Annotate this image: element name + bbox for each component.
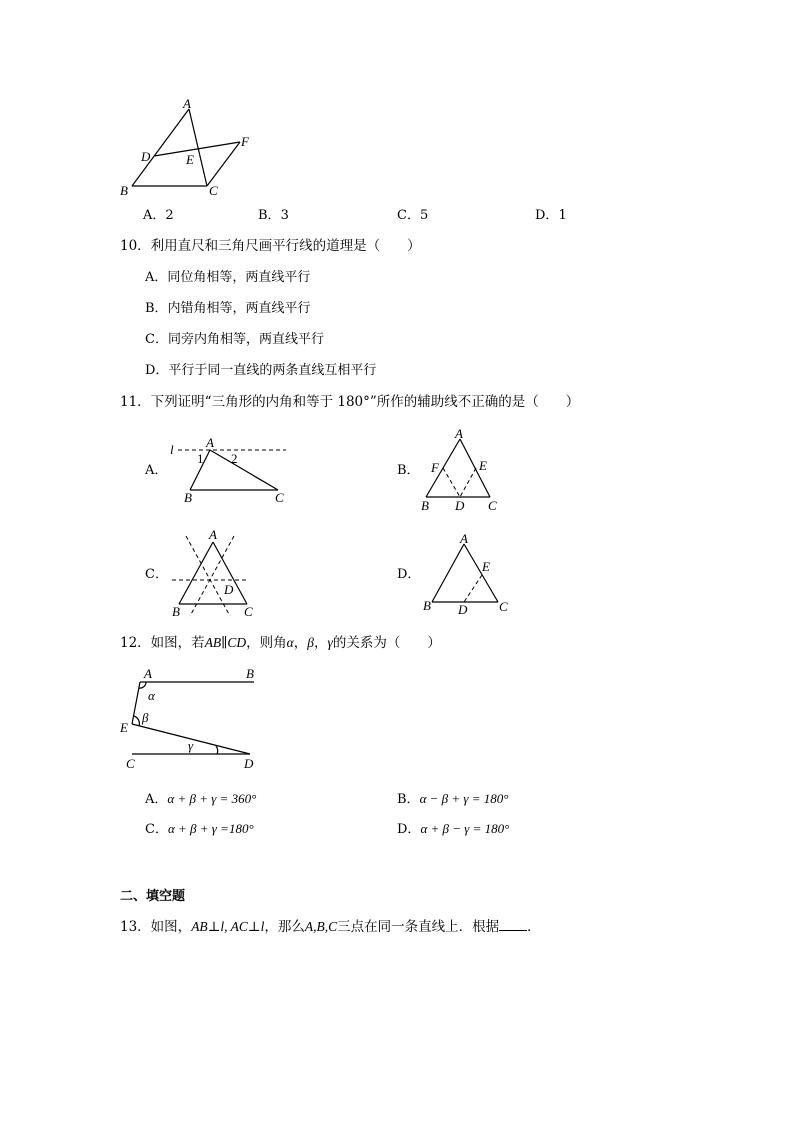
q10-option-a[interactable]: A．同位角相等，两直线平行 xyxy=(145,270,311,285)
q11a-label-c: C xyxy=(275,490,284,505)
q12-figure xyxy=(112,664,272,776)
q10-option-b[interactable]: B．内错角相等，两直线平行 xyxy=(145,301,311,316)
q12-label-alpha: α xyxy=(148,688,155,703)
q11-figure-b xyxy=(418,425,508,517)
q12-angle-arc-gamma xyxy=(216,746,218,754)
q11c-segment-ab xyxy=(179,542,213,604)
q12-label-beta: β xyxy=(142,710,149,725)
q11c-label-b: B xyxy=(172,604,180,619)
q12-option-b[interactable]: B．α − β + γ = 180° xyxy=(397,791,509,807)
q11b-label-a: A xyxy=(455,426,463,441)
q11-stem: 11．下列证明“三角形的内角和等于 180°”所作的辅助线不正确的是（ ） xyxy=(120,394,580,410)
q9-label-a: A xyxy=(183,96,191,111)
q9-label-e: E xyxy=(186,152,194,167)
q11b-dash-de xyxy=(460,468,476,497)
q11a-label-a: A xyxy=(206,435,214,450)
q11b-label-c: C xyxy=(488,498,497,513)
q9-option-a[interactable]: A．2 xyxy=(143,208,174,223)
q11d-label-d: D xyxy=(458,602,468,617)
q12-option-c[interactable]: C．α + β + γ =180° xyxy=(145,821,254,837)
q11d-segment-ac xyxy=(464,544,498,602)
q11b-label-d: D xyxy=(455,498,465,513)
q12-stem: 12．如图，若AB∥CD，则角α，β，γ的关系为（ ） xyxy=(120,635,441,651)
q11b-label-e: E xyxy=(479,458,487,473)
q12-label-b: B xyxy=(246,666,254,681)
q11a-segment-ac xyxy=(210,450,278,490)
q10-stem: 10．利用直尺和三角尺画平行线的道理是（ ） xyxy=(120,238,421,254)
q12-option-a[interactable]: A．α + β + γ = 360° xyxy=(145,791,257,807)
q9-label-f: F xyxy=(241,134,249,149)
q11d-label-b: B xyxy=(423,598,431,613)
q12-label-c: C xyxy=(126,756,135,771)
q11d-dash-de xyxy=(464,575,482,602)
q11b-label-b: B xyxy=(421,498,429,513)
q13-answer-blank[interactable] xyxy=(499,918,527,931)
q9-option-c[interactable]: C．5 xyxy=(397,208,429,223)
q11c-label-a: A xyxy=(209,527,217,542)
q12-label-a: A xyxy=(144,666,152,681)
q11d-label-a: A xyxy=(460,531,468,546)
q9-figure xyxy=(110,92,270,204)
q9-label-d: D xyxy=(141,149,151,164)
section-title-fill-in: 二、填空题 xyxy=(120,889,186,904)
q11-figure-c xyxy=(166,526,266,622)
q10-option-c[interactable]: C．同旁内角相等，两直线平行 xyxy=(145,332,324,347)
q9-label-c: C xyxy=(209,183,218,198)
q11-figure-d xyxy=(420,530,520,620)
q11c-label-c: C xyxy=(244,604,253,619)
q12-label-gamma: γ xyxy=(188,738,194,753)
q12-label-d: D xyxy=(244,756,254,771)
q9-segment-fc xyxy=(207,142,240,186)
q11b-label-f: F xyxy=(431,460,439,475)
q11d-label-c: C xyxy=(499,599,508,614)
q11-option-d-letter[interactable]: D． xyxy=(397,567,421,582)
q9-option-b[interactable]: B．3 xyxy=(258,208,289,223)
q9-segment-ab xyxy=(132,109,189,186)
q12-label-e: E xyxy=(120,720,128,735)
q11-option-b-letter[interactable]: B． xyxy=(397,463,420,478)
q11a-label-1: 1 xyxy=(197,451,204,466)
q13-stem: 13．如图，AB⊥l, AC⊥l，那么A,B,C三点在同一条直线上．根据 ． xyxy=(120,919,541,935)
q11-figure-a xyxy=(168,430,298,510)
q11a-label-2: 2 xyxy=(231,451,238,466)
q11-option-a-letter[interactable]: A． xyxy=(145,463,168,478)
q11d-label-e: E xyxy=(482,559,490,574)
q11-option-c-letter[interactable]: C． xyxy=(145,567,168,582)
q11c-label-d: D xyxy=(224,582,234,597)
q11a-label-b: B xyxy=(184,490,192,505)
q11a-label-l: l xyxy=(170,442,174,457)
q9-label-b: B xyxy=(120,183,128,198)
q10-option-d[interactable]: D．平行于同一直线的两条直线互相平行 xyxy=(145,363,377,378)
q11b-dash-df xyxy=(443,468,460,497)
q12-option-d[interactable]: D．α + β − γ = 180° xyxy=(397,821,510,837)
q11d-segment-ab xyxy=(432,544,464,602)
q9-option-d[interactable]: D．1 xyxy=(535,208,567,223)
